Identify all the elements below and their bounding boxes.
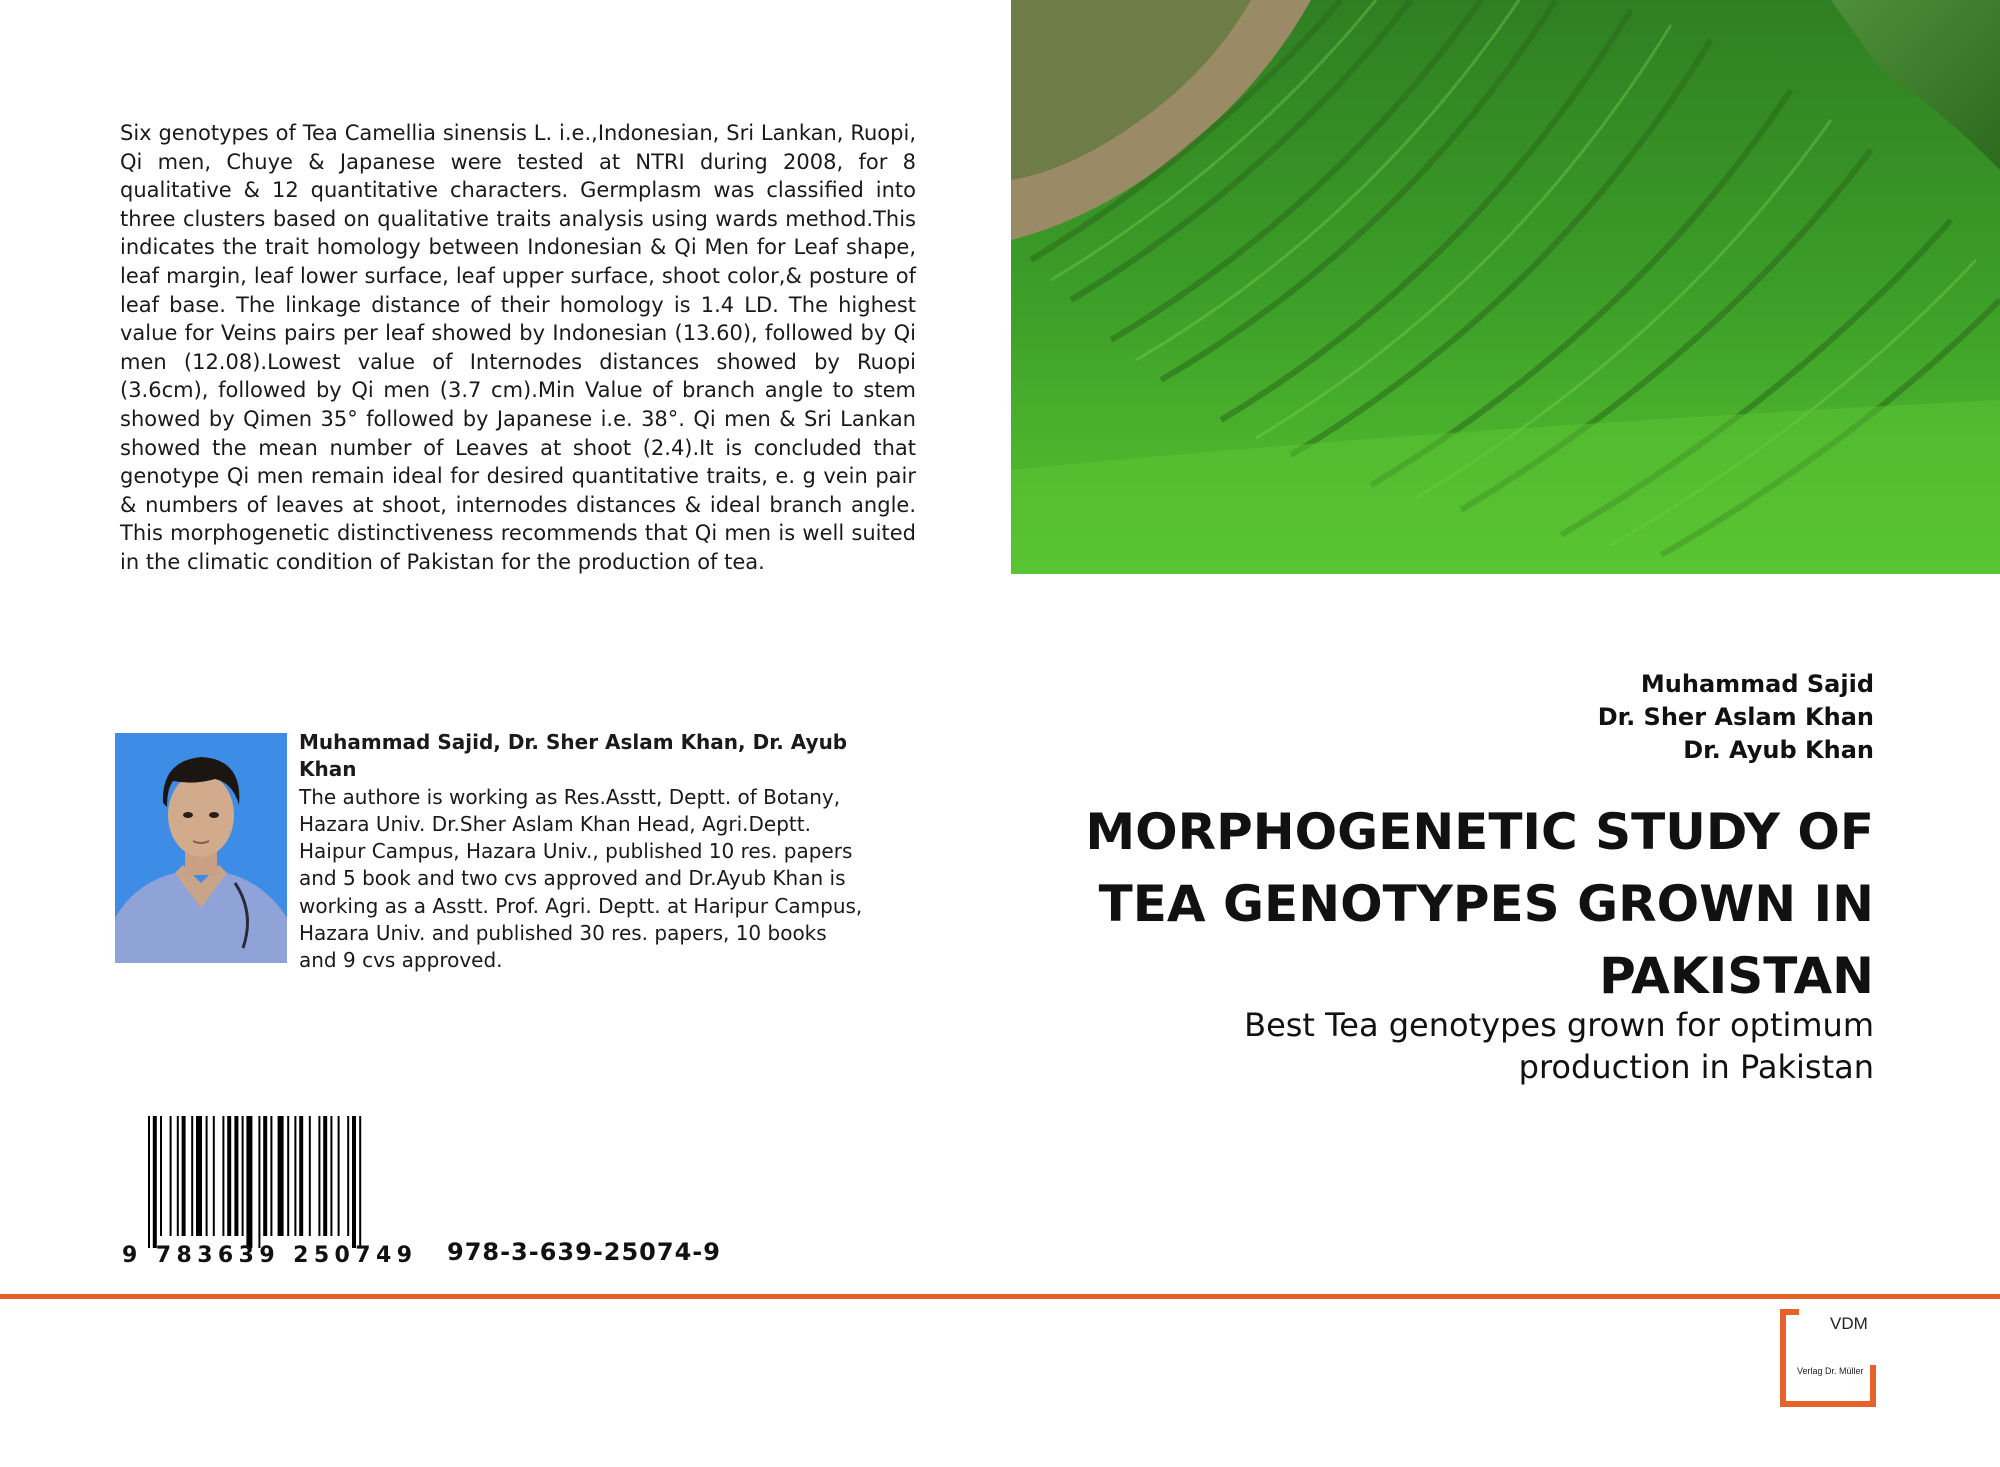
orange-divider bbox=[0, 1294, 2000, 1299]
tea-plantation-photo bbox=[1011, 0, 2000, 574]
barcode-bar bbox=[222, 1116, 224, 1236]
bio-author-names: Muhammad Sajid, Dr. Sher Aslam Khan, Dr. Ayub Khan bbox=[299, 730, 848, 782]
author-portrait bbox=[115, 733, 287, 963]
barcode-bar bbox=[153, 1116, 157, 1248]
back-cover-blurb: Six genotypes of Tea Camellia sinensis L. i.e.,Indonesian, Sri Lankan, Ruopi, Qi men, Chuye & Japanese were tested at NTRI during 2008, for 8 qualitative & 12 quantitative characters. Germplasm was classified into three clusters based on qualitative traits analysis using wards method.This indicates the trait homology between Indonesian & Qi Men for Leaf shape, leaf margin, leaf lower surface, leaf upper surface, shoot color,& posture of leaf base. The linkage distance of their homology is 1.4 LD. The highest value for Veins pairs per leaf showed by Indonesian (13.60), followed by Qi men (12.08).Lowest value of Internodes distances showed by Ruopi (3.6cm), followed by Qi men (3.7 cm).Min Value of branch angle to stem showed by Qimen 35° followed by Japanese i.e. 38°. Qi men & Sri Lankan showed the mean number of Leaves at shoot (2.4).It is concluded that genotype Qi men remain ideal for desired quantitative traits, e. g vein pair & numbers of leaves at shoot, internodes distances & ideal branch angle. This morphogenetic distinctiveness recommends that Qi men is well suited in the climatic condition of Pakistan for the production of tea. bbox=[120, 121, 916, 574]
barcode-bar bbox=[263, 1116, 267, 1236]
barcode-bar bbox=[242, 1116, 244, 1236]
barcode-bar bbox=[287, 1116, 289, 1236]
barcode-bar bbox=[196, 1116, 202, 1236]
isbn-number: 978-3-639-25074-9 bbox=[447, 1238, 721, 1266]
barcode-digits: 9 783639 250749 bbox=[122, 1243, 412, 1268]
barcode-bar bbox=[347, 1116, 349, 1236]
publisher-logo bbox=[1780, 1309, 1876, 1407]
barcode-bar bbox=[234, 1116, 238, 1236]
author-name: Muhammad Sajid bbox=[1640, 670, 1874, 698]
barcode-bar bbox=[338, 1116, 340, 1236]
barcode-bar bbox=[227, 1116, 231, 1236]
barcode-bar bbox=[294, 1116, 296, 1236]
barcode-bar bbox=[323, 1116, 327, 1236]
front-cover-authors bbox=[1274, 668, 1874, 767]
barcode-bar bbox=[352, 1116, 356, 1248]
isbn-barcode bbox=[120, 1116, 420, 1268]
barcode-bar bbox=[270, 1116, 272, 1236]
barcode-bar bbox=[330, 1116, 332, 1236]
barcode-bar bbox=[318, 1116, 320, 1236]
publisher-logo-subtext: Verlag Dr. Müller bbox=[1797, 1366, 1864, 1376]
barcode-bar bbox=[170, 1116, 172, 1236]
author-bio bbox=[299, 729, 869, 975]
publisher-logo-text: VDM bbox=[1830, 1314, 1868, 1333]
book-subtitle: Best Tea genotypes grown for optimum production in Pakistan bbox=[1244, 1006, 1874, 1086]
barcode-bar bbox=[182, 1116, 186, 1236]
author-name: Dr. Ayub Khan bbox=[1683, 736, 1874, 764]
bio-text: The authore is working as Res.Asstt, Deptt. of Botany, Hazara Univ. Dr.Sher Aslam Khan Head, Agri.Deptt. Haipur Campus, Hazara Univ., published 10 res. papers and 5 book and two cvs approved and Dr.Ayub Khan is working as a Asstt. Prof. Agri. Deptt. at Haripur Campus, Hazara Univ. and published 30 res. papers, 10 books and 9 cvs approved. bbox=[299, 784, 863, 973]
barcode-bar bbox=[148, 1116, 150, 1248]
barcode-bar bbox=[206, 1116, 208, 1236]
barcode-bar bbox=[213, 1116, 215, 1236]
barcode-bar bbox=[160, 1116, 162, 1236]
barcode-bar bbox=[278, 1116, 284, 1236]
barcode-bar bbox=[309, 1116, 311, 1236]
barcode-bar bbox=[299, 1116, 303, 1236]
barcode-bar bbox=[246, 1116, 252, 1248]
book-title: MORPHOGENETIC STUDY OF TEA GENOTYPES GROWN IN PAKISTAN bbox=[1085, 803, 1874, 1005]
barcode-bar bbox=[258, 1116, 260, 1248]
barcode-bar bbox=[359, 1116, 361, 1248]
barcode-bar bbox=[177, 1116, 179, 1236]
author-name: Dr. Sher Aslam Khan bbox=[1597, 703, 1874, 731]
barcode-bar bbox=[191, 1116, 193, 1236]
